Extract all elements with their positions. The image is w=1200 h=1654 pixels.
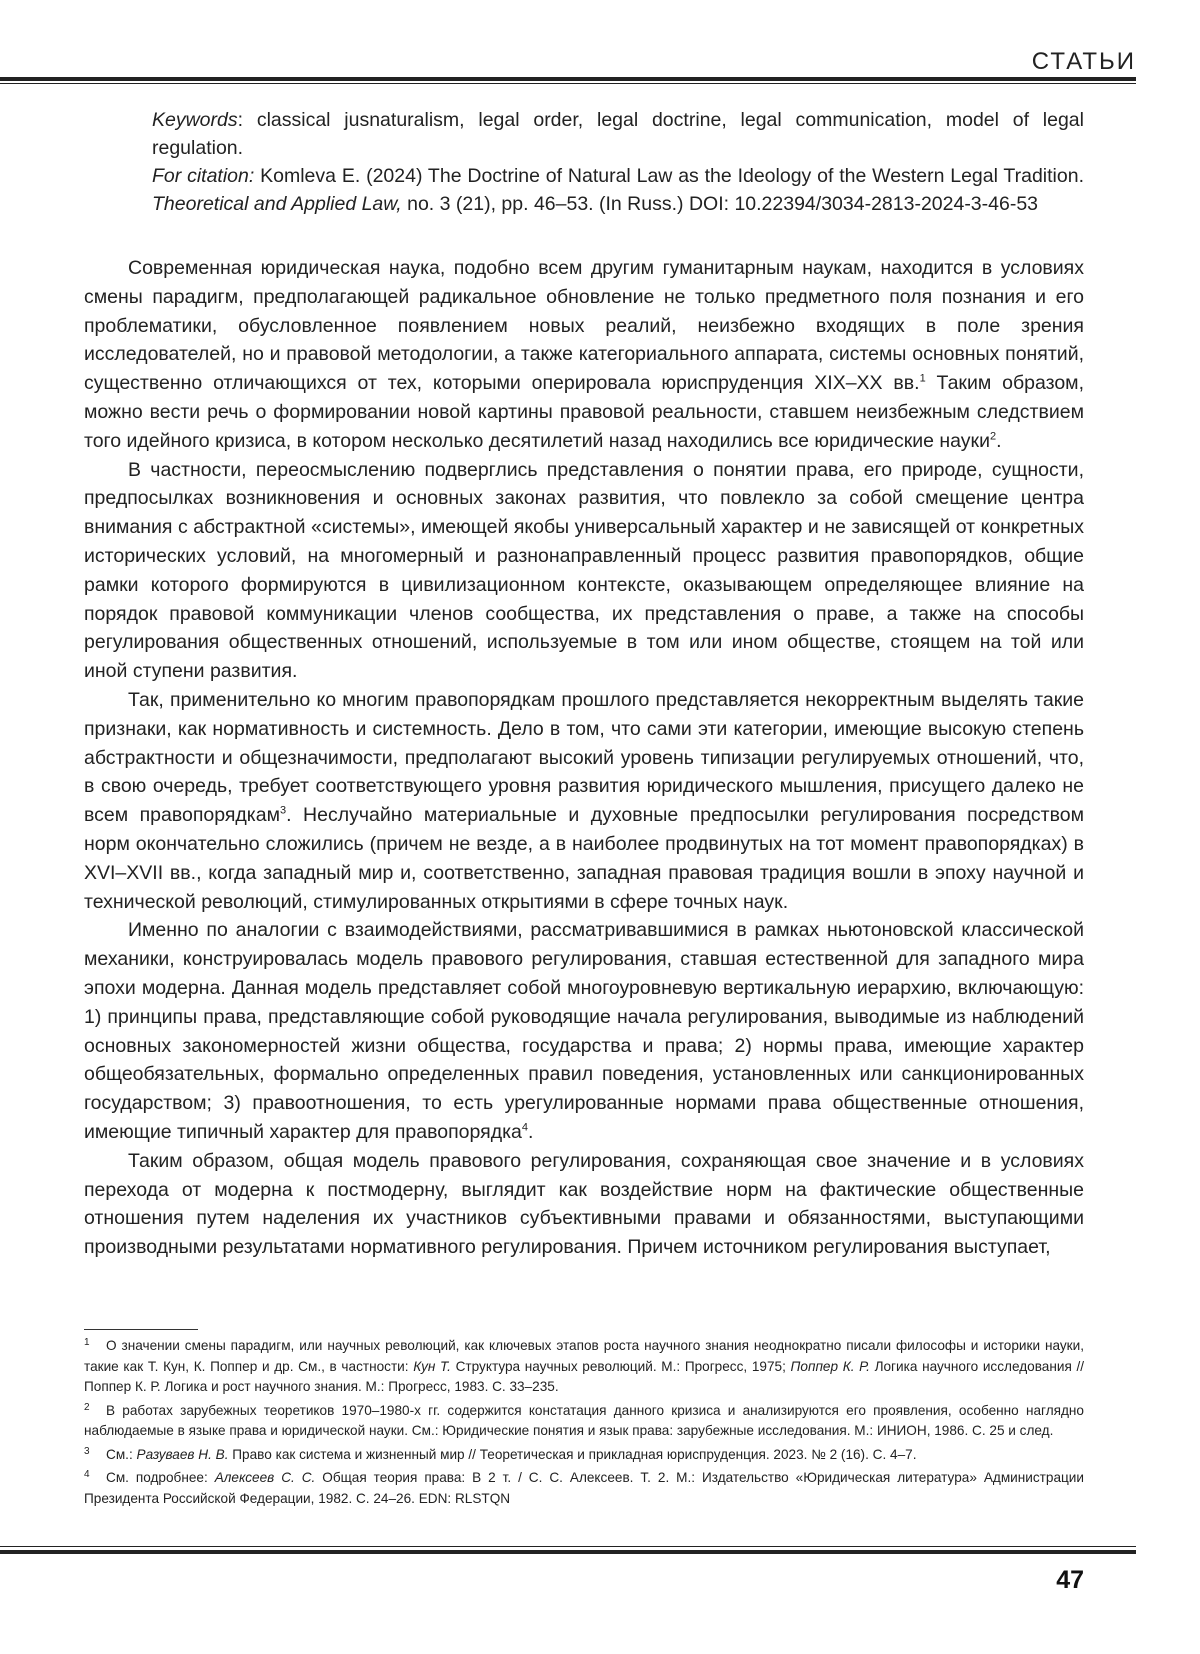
article-body xyxy=(84,254,1084,1262)
keywords-label: Keywords xyxy=(152,109,238,131)
citation-text: Komleva E. (2024) The Doctrine of Natural Law as the Ideology of the Western Legal Tradition. xyxy=(254,165,1084,187)
footnote-text: См.: xyxy=(106,1446,137,1462)
footnote-author: Алексеев С. С. xyxy=(214,1470,316,1485)
footnote-number: 1 xyxy=(84,1337,90,1348)
citation xyxy=(152,162,1084,218)
paragraph-text: . Неслучайно материальные и духовные предпосылки регулирования посредством норм окончательно сложились (причем не везде, а в наиболее продвинутых на тот момент правопорядках) в XVI–XVII вв., когда западный мир и, соответственно, западная правовая традиция вошли в эпоху научной и технической революций, стимулированных открытиями в сфере точных наук. xyxy=(84,804,1084,913)
footnote-number: 4 xyxy=(84,1469,90,1480)
footnote-text: Общая теория права: В 2 т. / С. С. Алексеев. Т. 2. М.: Издательство «Юридическая литература» Администрации Президента Российской Федерации, 1982. С. 24–26. EDN: RLSTQN xyxy=(84,1470,1084,1506)
footnote-2 xyxy=(84,1398,1084,1442)
footnote-text: Право как система и жизненный мир // Теоретическая и прикладная юриспруденция. 2023. № 2 (16). С. 4–7. xyxy=(228,1446,917,1462)
footer-rule-thick xyxy=(0,1550,1136,1554)
footnote-text: Структура научных революций. М.: Прогресс, 1975; xyxy=(450,1358,791,1374)
paragraph-text: Так, применительно ко многим правопорядкам прошлого представляется некорректным выделять такие признаки, как нормативность и системность. Дело в том, что сами эти категории, имеющие высокую степень абстрактности и общезначимости, предполагают высокий уровень типизации регулируемых отношений, что, в свою очередь, требует соответствующего уровня развития юридического мышления, присущего далеко не всем правопорядкам xyxy=(84,688,1084,827)
paragraph-text: . xyxy=(996,429,1002,452)
citation-text-doi: no. 3 (21), pp. 46–53. (In Russ.) DOI: 10.22394/3034-2813-2024-3-46-53 xyxy=(401,193,1039,215)
footnote-text: См. подробнее: xyxy=(106,1470,215,1485)
citation-journal: Theoretical and Applied Law, xyxy=(152,193,402,215)
keywords xyxy=(152,106,1084,162)
paragraph-4 xyxy=(84,916,1084,1146)
footnotes xyxy=(84,1333,1084,1509)
footnote-separator xyxy=(84,1329,198,1330)
footnote-ref-4[interactable]: 4 xyxy=(521,1121,528,1134)
footnote-3 xyxy=(84,1442,1084,1466)
paragraph-text: Именно по аналогии с взаимодействиями, рассматривавшимися в рамках ньютоновской классической механики, конструировалась модель правового регулирования, ставшая естественной для западного мира эпохи модерна. Данная модель представляет собой многоуровневую вертикальную иерархию, включающую: 1) принципы права, представляющие собой руководящие начала регулирования, выводимые из наблюдений основных закономерностей жизни общества, государства и права; 2) нормы права, имеющие характер общеобязательных, формально определенных правил поведения, установленных или санкционированных государством; 3) правоотношения, то есть урегулированные нормами права общественные отношения, имеющие типичный характер для правопорядка xyxy=(84,919,1084,1143)
citation-label: For citation: xyxy=(152,165,255,187)
header-rule-thin xyxy=(0,83,1136,84)
footnote-text: Логика научного исследования // Поппер К. Р. Логика и рост научного знания. М.: Прогресс, 1983. С. 33–235. xyxy=(84,1358,1085,1394)
keywords-text: : classical jusnaturalism, legal order, legal doctrine, legal communication, model of legal regulation. xyxy=(152,109,1084,159)
footnote-author: Кун Т. xyxy=(413,1358,451,1374)
footnote-author: Разуваев Н. В. xyxy=(136,1446,229,1462)
paragraph-text: . xyxy=(528,1120,534,1143)
footnote-text: О значении смены парадигм, или научных революций, как ключевых этапов роста научного знания неоднократно писали философы и историки науки, такие как Т. Кун, К. Поппер и др. См., в частности: xyxy=(84,1338,1084,1374)
paragraph-3 xyxy=(84,686,1084,916)
paragraph-1 xyxy=(84,254,1084,456)
page-number: 47 xyxy=(1056,1566,1084,1594)
header-rule-thick xyxy=(0,77,1136,81)
paragraph-text: Таким образом, можно вести речь о формировании новой картины правовой реальности, ставшем неизбежным следствием того идейного кризиса, в котором несколько десятилетий назад находились все юридические науки xyxy=(84,372,1084,452)
footnote-number: 3 xyxy=(84,1445,90,1457)
footnote-ref-2[interactable]: 2 xyxy=(989,430,997,443)
footnote-author: Поппер К. Р. xyxy=(790,1358,870,1374)
footnote-1 xyxy=(84,1333,1084,1398)
footnote-ref-1[interactable]: 1 xyxy=(919,372,926,385)
footnote-ref-3[interactable]: 3 xyxy=(280,804,287,817)
article-meta xyxy=(152,106,1084,218)
footer-rule-thin xyxy=(0,1546,1136,1547)
footnote-number: 2 xyxy=(84,1401,90,1413)
paragraph-5: Таким образом, общая модель правового регулирования, сохраняющая свое значение и в условиях перехода от модерна к постмодерну, выглядит как воздействие норм на фактические общественные отношения путем наделения их участников субъективными правами и обязанностями, выступающими производными результатами нормативного регулирования. Причем источником регулирования выступает, xyxy=(84,1149,1084,1259)
paragraph-text: Современная юридическая наука, подобно всем другим гуманитарным наукам, находится в условиях смены парадигм, предполагающей радикальное обновление не только предметного поля познания и его проблематики, обусловленное появлением новых реалий, неизбежно входящих в поле зрения исследователей, но и правовой методологии, а также категориального аппарата, системы основных понятий, существенно отличающихся от тех, которыми оперировала юриспруденция XIX–XX вв. xyxy=(84,257,1084,395)
section-label: СТАТЬИ xyxy=(1031,48,1136,75)
footnote-text: В работах зарубежных теоретиков 1970–1980-х гг. содержится констатация данного кризиса и анализируются его проявления, особенно наглядно наблюдаемые в языке права и юридической науки. См.: Юридические понятия и язык права: зарубежные исследования. М.: ИНИОН, 1986. С. 25 и след. xyxy=(84,1402,1084,1438)
paragraph-2: В частности, переосмыслению подверглись представления о понятии права, его природе, сущности, предпосылках возникновения и основных законах развития, что повлекло за собой смещение центра внимания с абстрактной «системы», имеющей якобы универсальный характер и не зависящей от конкретных исторических условий, на многомерный и разнонаправленный процесс развития правопорядков, общие рамки которого формируются в цивилизационном контексте, оказывающем определяющее влияние на порядок правовой коммуникации членов сообщества, их представления о праве, а также на способы регулирования общественных отношений, используемые в том или ином обществе, стоящем на той или иной ступени развития. xyxy=(84,458,1084,683)
footnote-4 xyxy=(84,1465,1084,1509)
